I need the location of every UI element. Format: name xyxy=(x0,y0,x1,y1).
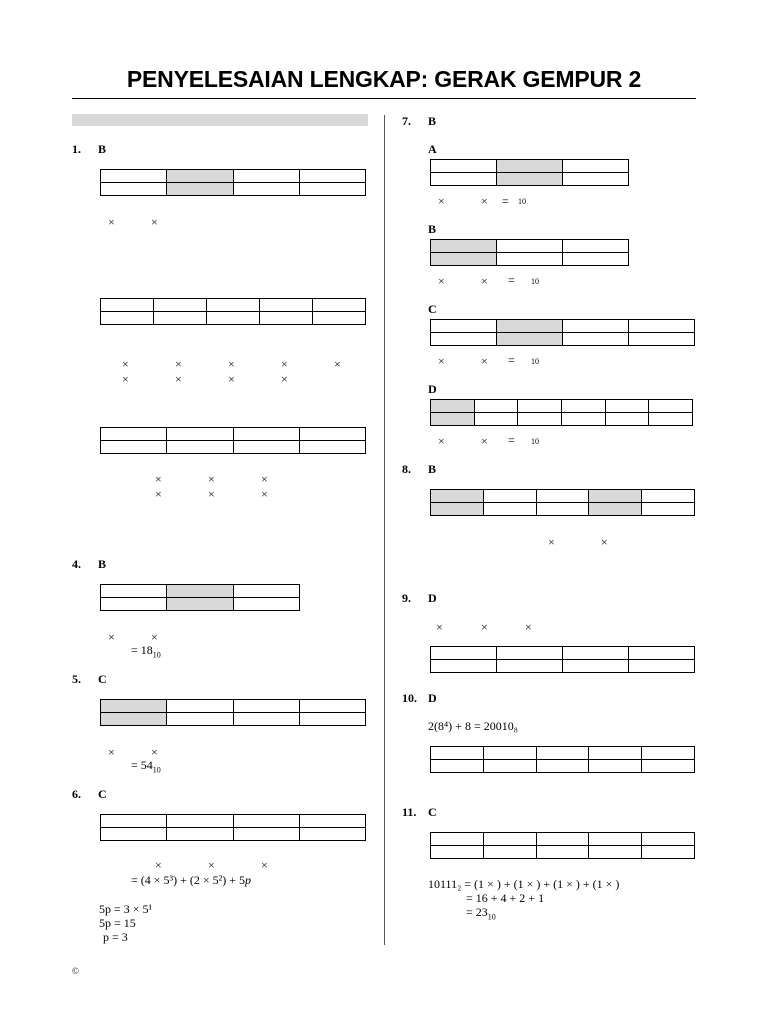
times-sign: × xyxy=(438,354,445,368)
times-sign: × xyxy=(548,535,555,549)
times-sign: × xyxy=(525,620,532,634)
times-sign: × xyxy=(438,434,445,448)
times-sign: × xyxy=(175,357,182,371)
times-sign: × xyxy=(155,472,162,486)
times-sign: × xyxy=(261,472,268,486)
equals-sign: = xyxy=(508,433,515,447)
q9-table xyxy=(430,646,695,673)
section-header-bar xyxy=(72,114,368,126)
q1-number: 1. xyxy=(72,142,81,156)
times-sign: × xyxy=(438,194,445,208)
q9-answer: D xyxy=(428,591,437,605)
q5-number: 5. xyxy=(72,672,81,686)
times-sign: × xyxy=(438,274,445,288)
times-sign: × xyxy=(108,630,115,644)
times-sign: × xyxy=(481,620,488,634)
times-sign: × xyxy=(208,472,215,486)
q7-number: 7. xyxy=(402,114,411,128)
q9-number: 9. xyxy=(402,591,411,605)
q5-answer: C xyxy=(98,672,107,686)
q6-step-2: 5p = 15 xyxy=(99,916,136,930)
times-sign: × xyxy=(151,745,158,759)
q6-number: 6. xyxy=(72,787,81,801)
q5-table xyxy=(100,699,366,726)
times-sign: × xyxy=(175,372,182,386)
times-sign: × xyxy=(108,215,115,229)
q4-number: 4. xyxy=(72,557,81,571)
q7-option-d-label: D xyxy=(428,382,437,396)
times-sign: × xyxy=(334,357,341,371)
times-sign: × xyxy=(122,372,129,386)
times-sign: × xyxy=(481,274,488,288)
base-subscript: 10 xyxy=(531,277,539,286)
times-sign: × xyxy=(228,372,235,386)
q11-step-3: = $23_{10}$ xyxy=(466,905,496,922)
q7-option-a-label: A xyxy=(428,142,437,156)
times-sign: × xyxy=(481,194,488,208)
q6-equation: = (4 × 5³) + (2 × 5²) + 5p xyxy=(131,873,252,887)
q6-answer: C xyxy=(98,787,107,801)
base-subscript: 10 xyxy=(531,437,539,446)
q4-answer: B xyxy=(98,557,107,571)
q6-step-3: p = 3 xyxy=(103,930,128,944)
q8-table xyxy=(430,489,695,516)
q4-result: = $18_{10}$ xyxy=(131,643,161,660)
q6-table xyxy=(100,814,366,841)
q10-answer: D xyxy=(428,691,437,705)
equals-sign: = xyxy=(508,353,515,367)
times-sign: × xyxy=(261,487,268,501)
q4-table xyxy=(100,584,300,611)
column-divider xyxy=(384,115,385,945)
q7-option-c-label: C xyxy=(428,302,437,316)
base-subscript: 10 xyxy=(518,197,526,206)
times-sign: × xyxy=(281,372,288,386)
title-rule xyxy=(72,98,696,99)
times-sign: × xyxy=(261,858,268,872)
q7-option-a-table xyxy=(430,159,629,186)
page-title: PENYELESAIAN LENGKAP: GERAK GEMPUR 2 xyxy=(126,66,642,92)
q8-answer: B xyxy=(428,462,437,476)
q11-table xyxy=(430,832,695,859)
times-sign: × xyxy=(208,487,215,501)
times-sign: × xyxy=(122,357,129,371)
times-sign: × xyxy=(281,357,288,371)
copyright-mark: © xyxy=(72,966,79,976)
times-sign: × xyxy=(481,354,488,368)
times-sign: × xyxy=(481,434,488,448)
equals-sign: = xyxy=(502,194,509,208)
times-sign: × xyxy=(208,858,215,872)
q10-table xyxy=(430,746,695,773)
equals-sign: = xyxy=(508,273,515,287)
q11-step-2: = 16 + 4 + 2 + 1 xyxy=(466,891,545,905)
q1-table-1 xyxy=(100,169,366,196)
times-sign: × xyxy=(228,357,235,371)
times-sign: × xyxy=(601,535,608,549)
q1-table-2 xyxy=(100,298,366,325)
q11-number: 11. xyxy=(402,805,417,819)
q10-number: 10. xyxy=(402,691,417,705)
q1-answer: B xyxy=(98,142,107,156)
q1-table-3 xyxy=(100,427,366,454)
q7-option-b-label: B xyxy=(428,222,437,236)
q7-option-c-table xyxy=(430,319,695,346)
times-sign: × xyxy=(151,215,158,229)
times-sign: × xyxy=(151,630,158,644)
q8-number: 8. xyxy=(402,462,411,476)
q6-step-1: 5p = 3 × 5¹ xyxy=(99,902,153,916)
times-sign: × xyxy=(155,858,162,872)
q11-answer: C xyxy=(428,805,437,819)
q5-result: = $54_{10}$ xyxy=(131,758,161,775)
q10-equation: 2(8⁴) + 8 = 20010₈ xyxy=(428,719,518,733)
q7-answer: B xyxy=(428,114,437,128)
times-sign: × xyxy=(436,620,443,634)
base-subscript: 10 xyxy=(531,357,539,366)
q7-option-b-table xyxy=(430,239,629,266)
q7-option-d-table xyxy=(430,399,693,426)
times-sign: × xyxy=(108,745,115,759)
q11-step-1: 10111₂ = (1 × ) + (1 × ) + (1 × ) + (1 × ) xyxy=(428,877,620,891)
times-sign: × xyxy=(155,487,162,501)
